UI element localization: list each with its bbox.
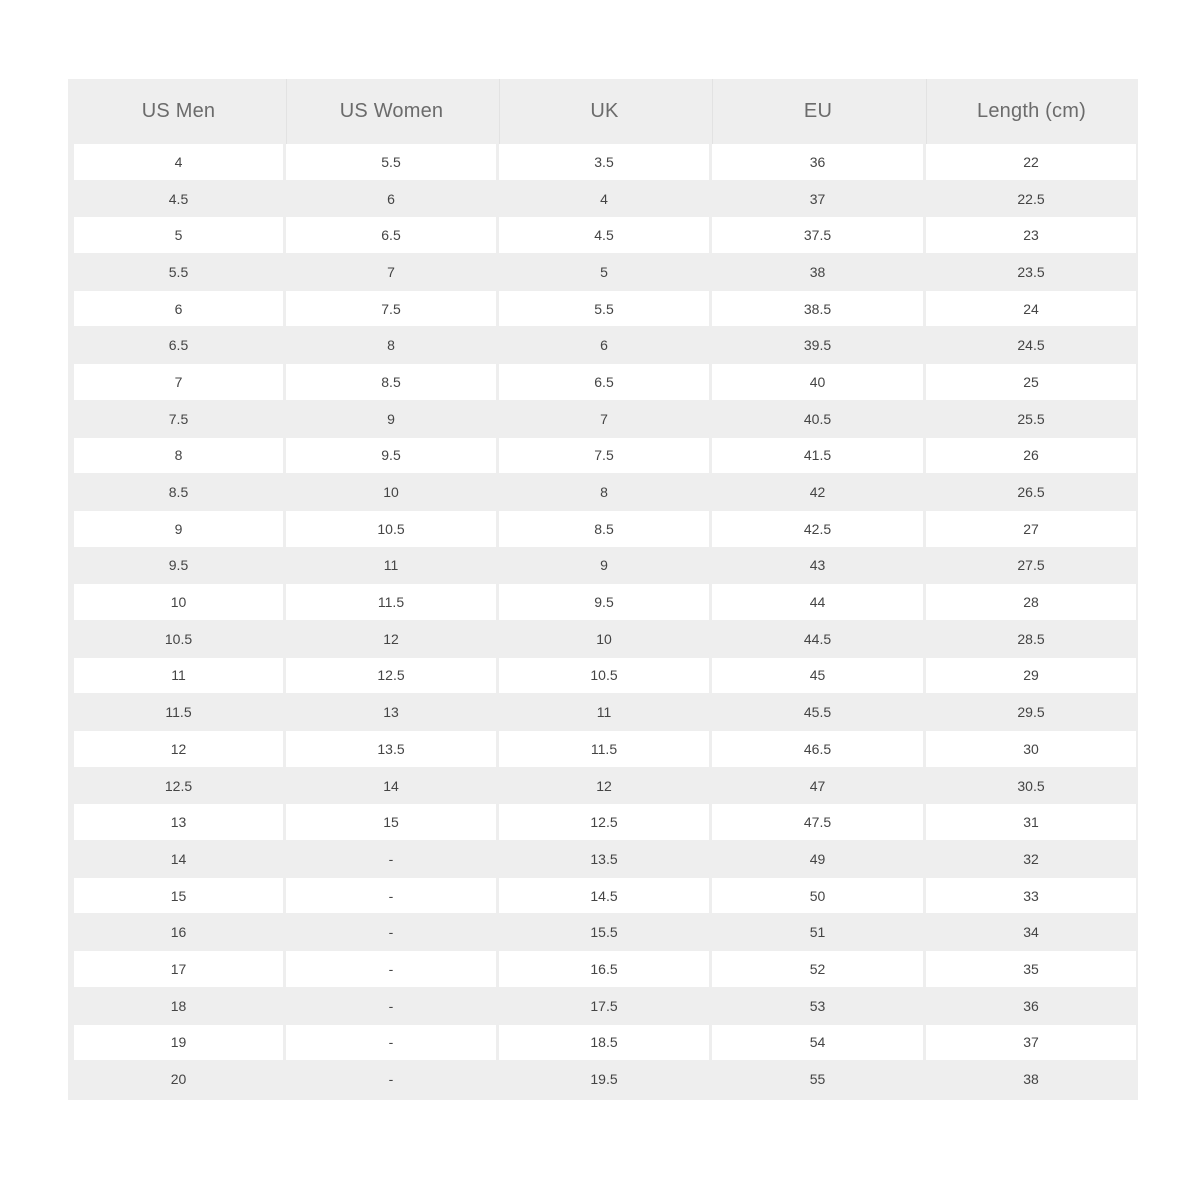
cell-uk: 17.5 — [499, 988, 709, 1024]
cell-us-men: 11.5 — [74, 694, 283, 730]
cell-uk: 10.5 — [499, 658, 709, 694]
table-row — [74, 327, 1132, 363]
cell-eu: 45 — [712, 658, 923, 694]
cell-us-men: 8.5 — [74, 474, 283, 510]
cell-us-women: 9 — [286, 401, 496, 437]
cell-eu: 42 — [712, 474, 923, 510]
cell-uk: 14.5 — [499, 878, 709, 914]
table-row — [74, 511, 1132, 547]
column-header-length-cm: Length (cm) — [926, 79, 1136, 144]
cell-length-cm: 27 — [926, 511, 1136, 547]
cell-length-cm: 22.5 — [926, 181, 1136, 217]
cell-eu: 38.5 — [712, 291, 923, 327]
cell-uk: 19.5 — [499, 1061, 709, 1097]
cell-length-cm: 24 — [926, 291, 1136, 327]
cell-us-women: 13 — [286, 694, 496, 730]
table-row — [74, 474, 1132, 510]
cell-eu: 46.5 — [712, 731, 923, 767]
table-row — [74, 254, 1132, 290]
cell-uk: 8.5 — [499, 511, 709, 547]
cell-us-men: 14 — [74, 841, 283, 877]
cell-us-women: 6.5 — [286, 217, 496, 253]
cell-length-cm: 25.5 — [926, 401, 1136, 437]
cell-length-cm: 29.5 — [926, 694, 1136, 730]
cell-eu: 45.5 — [712, 694, 923, 730]
table-row — [74, 988, 1132, 1024]
cell-eu: 44 — [712, 584, 923, 620]
table-row — [74, 804, 1132, 840]
size-chart-table — [68, 79, 1138, 1100]
cell-uk: 5.5 — [499, 291, 709, 327]
cell-uk: 4 — [499, 181, 709, 217]
cell-us-men: 15 — [74, 878, 283, 914]
table-row — [74, 217, 1132, 253]
cell-eu: 47 — [712, 768, 923, 804]
cell-uk: 3.5 — [499, 144, 709, 180]
cell-length-cm: 26.5 — [926, 474, 1136, 510]
table-row — [74, 291, 1132, 327]
cell-eu: 49 — [712, 841, 923, 877]
cell-us-women: 11 — [286, 548, 496, 584]
cell-length-cm: 29 — [926, 658, 1136, 694]
cell-us-men: 5 — [74, 217, 283, 253]
table-row — [74, 694, 1132, 730]
column-header-uk: UK — [499, 79, 709, 144]
table-row — [74, 438, 1132, 474]
cell-us-women: 13.5 — [286, 731, 496, 767]
cell-us-women: - — [286, 1061, 496, 1097]
table-row — [74, 548, 1132, 584]
cell-eu: 37.5 — [712, 217, 923, 253]
cell-eu: 40.5 — [712, 401, 923, 437]
cell-length-cm: 37 — [926, 1025, 1136, 1061]
cell-us-women: 15 — [286, 804, 496, 840]
table-row — [74, 401, 1132, 437]
column-header-us-men: US Men — [141, 100, 216, 122]
cell-uk: 9.5 — [499, 584, 709, 620]
cell-us-women: 10 — [286, 474, 496, 510]
table-row — [74, 584, 1132, 620]
cell-uk: 9 — [499, 548, 709, 584]
table-row — [74, 181, 1132, 217]
cell-us-men: 10.5 — [74, 621, 283, 657]
cell-length-cm: 38 — [926, 1061, 1136, 1097]
table-row — [74, 621, 1132, 657]
cell-length-cm: 22 — [926, 144, 1136, 180]
cell-uk: 7.5 — [499, 438, 709, 474]
cell-eu: 43 — [712, 548, 923, 584]
table-row — [74, 914, 1132, 950]
cell-uk: 12 — [499, 768, 709, 804]
cell-uk: 18.5 — [499, 1025, 709, 1061]
cell-eu: 39.5 — [712, 327, 923, 363]
cell-uk: 15.5 — [499, 914, 709, 950]
cell-us-men: 16 — [74, 914, 283, 950]
cell-us-men: 18 — [74, 988, 283, 1024]
table-body — [74, 144, 1132, 1098]
cell-us-women: - — [286, 951, 496, 987]
table-header-row — [74, 79, 1132, 144]
cell-us-men: 9.5 — [74, 548, 283, 584]
cell-length-cm: 28 — [926, 584, 1136, 620]
cell-length-cm: 32 — [926, 841, 1136, 877]
cell-us-women: 7 — [286, 254, 496, 290]
cell-eu: 51 — [712, 914, 923, 950]
cell-uk: 7 — [499, 401, 709, 437]
cell-us-women: 8 — [286, 327, 496, 363]
cell-us-women: - — [286, 914, 496, 950]
cell-uk: 10 — [499, 621, 709, 657]
cell-uk: 8 — [499, 474, 709, 510]
cell-length-cm: 23.5 — [926, 254, 1136, 290]
table-row — [74, 768, 1132, 804]
cell-us-men: 9 — [74, 511, 283, 547]
cell-us-women: 6 — [286, 181, 496, 217]
cell-eu: 41.5 — [712, 438, 923, 474]
cell-eu: 38 — [712, 254, 923, 290]
cell-eu: 53 — [712, 988, 923, 1024]
table-row — [74, 144, 1132, 180]
cell-us-women: 8.5 — [286, 364, 496, 400]
cell-uk: 13.5 — [499, 841, 709, 877]
column-header-eu: EU — [712, 79, 923, 144]
cell-us-men: 4.5 — [74, 181, 283, 217]
cell-length-cm: 36 — [926, 988, 1136, 1024]
cell-us-men: 8 — [74, 438, 283, 474]
cell-us-men: 17 — [74, 951, 283, 987]
cell-us-men: 19 — [74, 1025, 283, 1061]
cell-length-cm: 27.5 — [926, 548, 1136, 584]
cell-length-cm: 28.5 — [926, 621, 1136, 657]
cell-us-men: 7 — [74, 364, 283, 400]
cell-eu: 44.5 — [712, 621, 923, 657]
cell-length-cm: 30.5 — [926, 768, 1136, 804]
cell-us-women: 7.5 — [286, 291, 496, 327]
cell-length-cm: 35 — [926, 951, 1136, 987]
cell-us-women: - — [286, 1025, 496, 1061]
cell-uk: 16.5 — [499, 951, 709, 987]
cell-us-men: 12 — [74, 731, 283, 767]
cell-eu: 50 — [712, 878, 923, 914]
cell-eu: 42.5 — [712, 511, 923, 547]
table-row — [74, 878, 1132, 914]
cell-us-women: 12.5 — [286, 658, 496, 694]
cell-length-cm: 23 — [926, 217, 1136, 253]
cell-us-men: 12.5 — [74, 768, 283, 804]
cell-us-women: 11.5 — [286, 584, 496, 620]
cell-eu: 47.5 — [712, 804, 923, 840]
cell-length-cm: 26 — [926, 438, 1136, 474]
cell-us-men: 6 — [74, 291, 283, 327]
cell-us-men: 20 — [74, 1061, 283, 1097]
cell-us-men: 4 — [74, 144, 283, 180]
cell-us-women: 10.5 — [286, 511, 496, 547]
cell-length-cm: 34 — [926, 914, 1136, 950]
cell-uk: 6.5 — [499, 364, 709, 400]
table-row — [74, 364, 1132, 400]
cell-us-women: 14 — [286, 768, 496, 804]
cell-length-cm: 24.5 — [926, 327, 1136, 363]
table-row — [74, 951, 1132, 987]
cell-eu: 37 — [712, 181, 923, 217]
table-row — [74, 731, 1132, 767]
cell-uk: 5 — [499, 254, 709, 290]
cell-us-women: - — [286, 988, 496, 1024]
cell-length-cm: 25 — [926, 364, 1136, 400]
cell-us-women: - — [286, 841, 496, 877]
cell-us-men: 13 — [74, 804, 283, 840]
cell-eu: 52 — [712, 951, 923, 987]
cell-us-men: 10 — [74, 584, 283, 620]
cell-length-cm: 30 — [926, 731, 1136, 767]
cell-uk: 12.5 — [499, 804, 709, 840]
cell-us-women: 12 — [286, 621, 496, 657]
cell-length-cm: 31 — [926, 804, 1136, 840]
cell-length-cm: 33 — [926, 878, 1136, 914]
table-row — [74, 658, 1132, 694]
cell-us-men: 7.5 — [74, 401, 283, 437]
table-row — [74, 841, 1132, 877]
cell-us-women: 5.5 — [286, 144, 496, 180]
cell-uk: 11.5 — [499, 731, 709, 767]
cell-eu: 40 — [712, 364, 923, 400]
cell-us-women: 9.5 — [286, 438, 496, 474]
table-row — [74, 1025, 1132, 1061]
column-header-us-women: US Women — [286, 79, 496, 144]
cell-us-women: - — [286, 878, 496, 914]
cell-uk: 4.5 — [499, 217, 709, 253]
cell-us-men: 6.5 — [74, 327, 283, 363]
table-row — [74, 1061, 1132, 1097]
cell-eu: 54 — [712, 1025, 923, 1061]
cell-eu: 55 — [712, 1061, 923, 1097]
cell-uk: 11 — [499, 694, 709, 730]
cell-us-men: 11 — [74, 658, 283, 694]
cell-uk: 6 — [499, 327, 709, 363]
cell-eu: 36 — [712, 144, 923, 180]
cell-us-men: 5.5 — [74, 254, 283, 290]
